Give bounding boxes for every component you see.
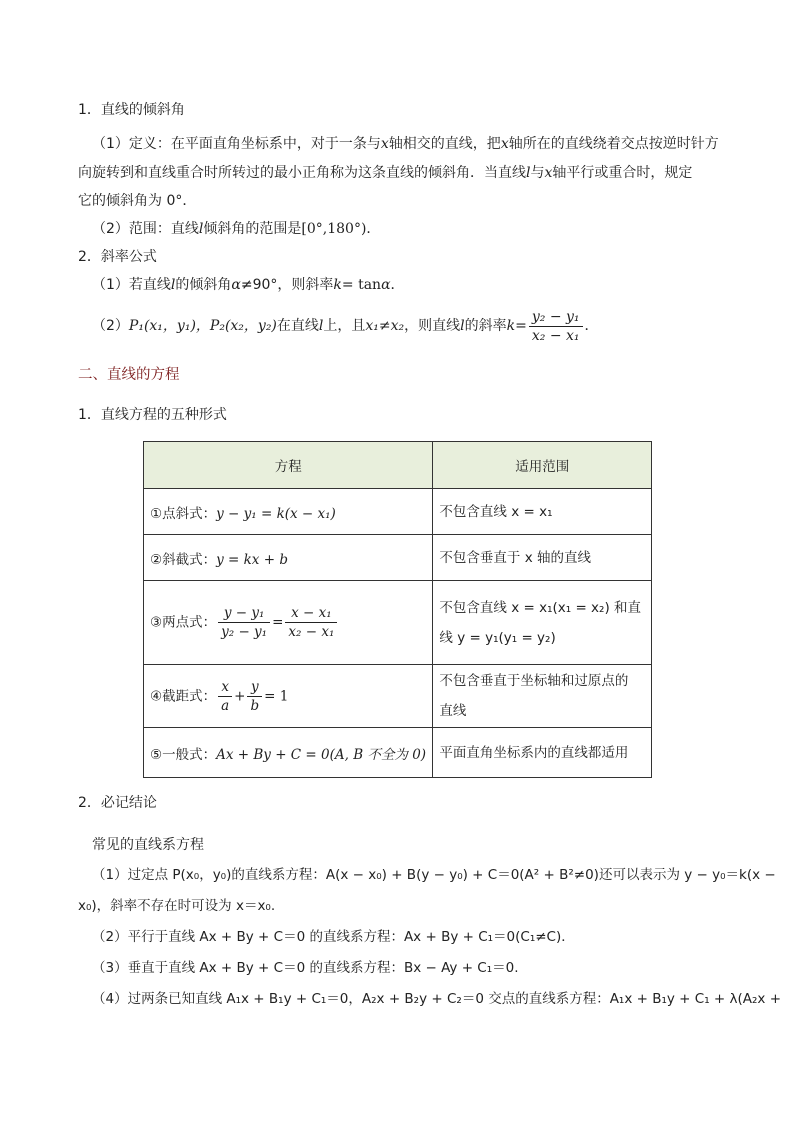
fraction-denominator: y₂ − y₁ bbox=[221, 624, 268, 640]
conclusion-2: （2）平行于直线 Ax + By + C＝0 的直线系方程：Ax + By + C₁＝0(C₁≠C)． bbox=[92, 929, 575, 945]
section-title-line-equations: 二、直线的方程 bbox=[78, 367, 180, 383]
scope-line-2: 直线 bbox=[439, 703, 467, 719]
fraction bbox=[218, 678, 232, 715]
fraction-denominator: x₂ − x₁ bbox=[531, 327, 580, 344]
table-row bbox=[144, 581, 652, 665]
heading-slope-formula: 2．斜率公式 bbox=[78, 249, 157, 265]
intro-line: 常见的直线系方程 bbox=[92, 837, 204, 853]
text: 倾斜角的范围是 bbox=[203, 221, 302, 237]
conclusion-3: （3）垂直于直线 Ax + By + C＝0 的直线系方程：Bx − Ay + C₁＝0. bbox=[92, 960, 519, 976]
cell-equation bbox=[144, 581, 433, 665]
text: 向旋转到和直线重合时所转过的最小正角称为这条直线的倾斜角．当直线 bbox=[78, 165, 526, 181]
text: 的斜率 bbox=[464, 318, 507, 334]
cell-scope bbox=[433, 581, 652, 665]
points: P₁(x₁，y₁)，P₂(x₂，y₂) bbox=[128, 318, 277, 334]
table-header-row bbox=[144, 442, 652, 489]
header-equation: 方程 bbox=[144, 442, 433, 489]
fraction-numerator: x bbox=[218, 678, 232, 697]
text: 轴所在的直线绕着交点按逆时针方 bbox=[508, 136, 719, 152]
slope-fraction bbox=[529, 308, 583, 345]
text: （2） bbox=[92, 318, 129, 334]
var-l: l bbox=[526, 165, 531, 181]
fraction-numerator: x − x₁ bbox=[285, 604, 337, 623]
scope-line-1: 不包含垂直于坐标轴和过原点的 bbox=[439, 673, 629, 689]
var-l: l bbox=[198, 221, 204, 237]
table-row bbox=[144, 728, 652, 778]
cell-scope: 平面直角坐标系内的直线都适用 bbox=[433, 728, 652, 778]
fraction-numerator: y₂ − y₁ bbox=[529, 308, 583, 327]
fraction-denominator: b bbox=[250, 697, 260, 714]
table-row bbox=[144, 665, 652, 728]
scope-line-2: 线 y = y₁(y₁ = y₂) bbox=[439, 629, 556, 646]
heading-conclusions: 2．必记结论 bbox=[78, 795, 157, 811]
conclusion-4: （4）过两条已知直线 A₁x + B₁y + C₁＝0，A₂x + B₂y + C₂＝0 交点的直线系方程：A₁x + B₁y + C₁ + λ(A₂x + bbox=[92, 991, 782, 1007]
fraction-numerator: y − y₁ bbox=[218, 604, 270, 623]
text: ≠90°，则斜率 bbox=[240, 277, 334, 293]
var-l: l bbox=[460, 318, 465, 334]
equation-tail: = 1 bbox=[264, 688, 289, 704]
text: （2）范围：直线 bbox=[92, 221, 199, 237]
range-value: [0°,180°) bbox=[301, 221, 367, 237]
header-scope: 适用范围 bbox=[433, 442, 652, 489]
text: 轴平行或重合时，规定 bbox=[552, 165, 693, 181]
var-l: l bbox=[170, 277, 176, 293]
var-alpha: α bbox=[381, 277, 391, 293]
text: ，则直线 bbox=[404, 318, 461, 334]
condition: x₁≠x₂ bbox=[365, 318, 405, 334]
cell-equation bbox=[144, 535, 433, 581]
cell-equation bbox=[144, 489, 433, 535]
fraction-denominator: a bbox=[221, 697, 230, 714]
form-equation: Ax + By + C = 0(A, B 不全为 0) bbox=[216, 746, 427, 763]
slope-line-2 bbox=[92, 306, 599, 346]
var-l: l bbox=[318, 318, 324, 334]
definition-line-1 bbox=[92, 133, 719, 155]
heading-five-forms: 1．直线方程的五种形式 bbox=[78, 407, 227, 423]
text: ． bbox=[584, 318, 599, 334]
text: 轴相交的直线，把 bbox=[388, 136, 501, 152]
form-label: ②斜截式： bbox=[150, 551, 217, 568]
fraction bbox=[285, 604, 337, 641]
fraction bbox=[218, 604, 270, 641]
table-row bbox=[144, 489, 652, 535]
text: 在直线 bbox=[276, 318, 319, 334]
form-equation: y − y₁ = k(x − x₁) bbox=[216, 505, 336, 522]
equation-forms-table bbox=[143, 441, 652, 778]
cell-scope: 不包含直线 x = x₁ bbox=[433, 489, 652, 535]
text: （1）定义：在平面直角坐标系中，对于一条与 bbox=[92, 136, 381, 152]
form-label: ③两点式： bbox=[150, 614, 217, 631]
scope-line-1: 不包含直线 x = x₁(x₁ = x₂) 和直 bbox=[439, 599, 642, 616]
form-label: ⑤一般式： bbox=[150, 746, 217, 763]
var-k: k bbox=[333, 277, 342, 293]
fraction-numerator: y bbox=[247, 678, 262, 697]
operator: = bbox=[272, 614, 284, 631]
fraction-denominator: x₂ − x₁ bbox=[288, 624, 335, 640]
definition-line-2 bbox=[78, 162, 692, 184]
text: ． bbox=[366, 221, 381, 237]
var-x: x bbox=[380, 136, 389, 152]
range-line bbox=[92, 218, 380, 240]
text: = tan bbox=[341, 277, 382, 293]
text: 与 bbox=[530, 165, 545, 181]
var-k: k= bbox=[506, 318, 527, 334]
cell-equation bbox=[144, 665, 433, 728]
definition-line-3: 它的倾斜角为 0°． bbox=[78, 193, 197, 209]
conclusion-1-line-1: （1）过定点 P(x₀，y₀)的直线系方程：A(x − x₀) + B(y − y₀) + C＝0(A² + B²≠0)还可以表示为 y − y₀＝k(x − bbox=[92, 867, 776, 883]
cell-equation bbox=[144, 728, 433, 778]
slope-line-1 bbox=[92, 274, 405, 296]
var-x: x bbox=[544, 165, 553, 181]
form-equation: y = kx + b bbox=[216, 551, 288, 568]
cell-scope bbox=[433, 665, 652, 728]
text: 的倾斜角 bbox=[175, 277, 232, 293]
text: 上，且 bbox=[323, 318, 366, 334]
heading-inclination-angle: 1．直线的倾斜角 bbox=[78, 102, 185, 118]
cell-scope: 不包含垂直于 x 轴的直线 bbox=[433, 535, 652, 581]
table-row bbox=[144, 535, 652, 581]
conclusion-1-line-2: x₀)，斜率不存在时可设为 x＝x₀. bbox=[78, 898, 276, 914]
form-label: ④截距式： bbox=[150, 688, 217, 704]
fraction bbox=[247, 678, 262, 715]
text: （1）若直线 bbox=[92, 277, 171, 293]
var-x: x bbox=[500, 136, 509, 152]
operator: + bbox=[234, 688, 246, 704]
text: ． bbox=[390, 277, 405, 293]
form-label: ①点斜式： bbox=[150, 505, 217, 522]
var-alpha: α bbox=[231, 277, 241, 293]
